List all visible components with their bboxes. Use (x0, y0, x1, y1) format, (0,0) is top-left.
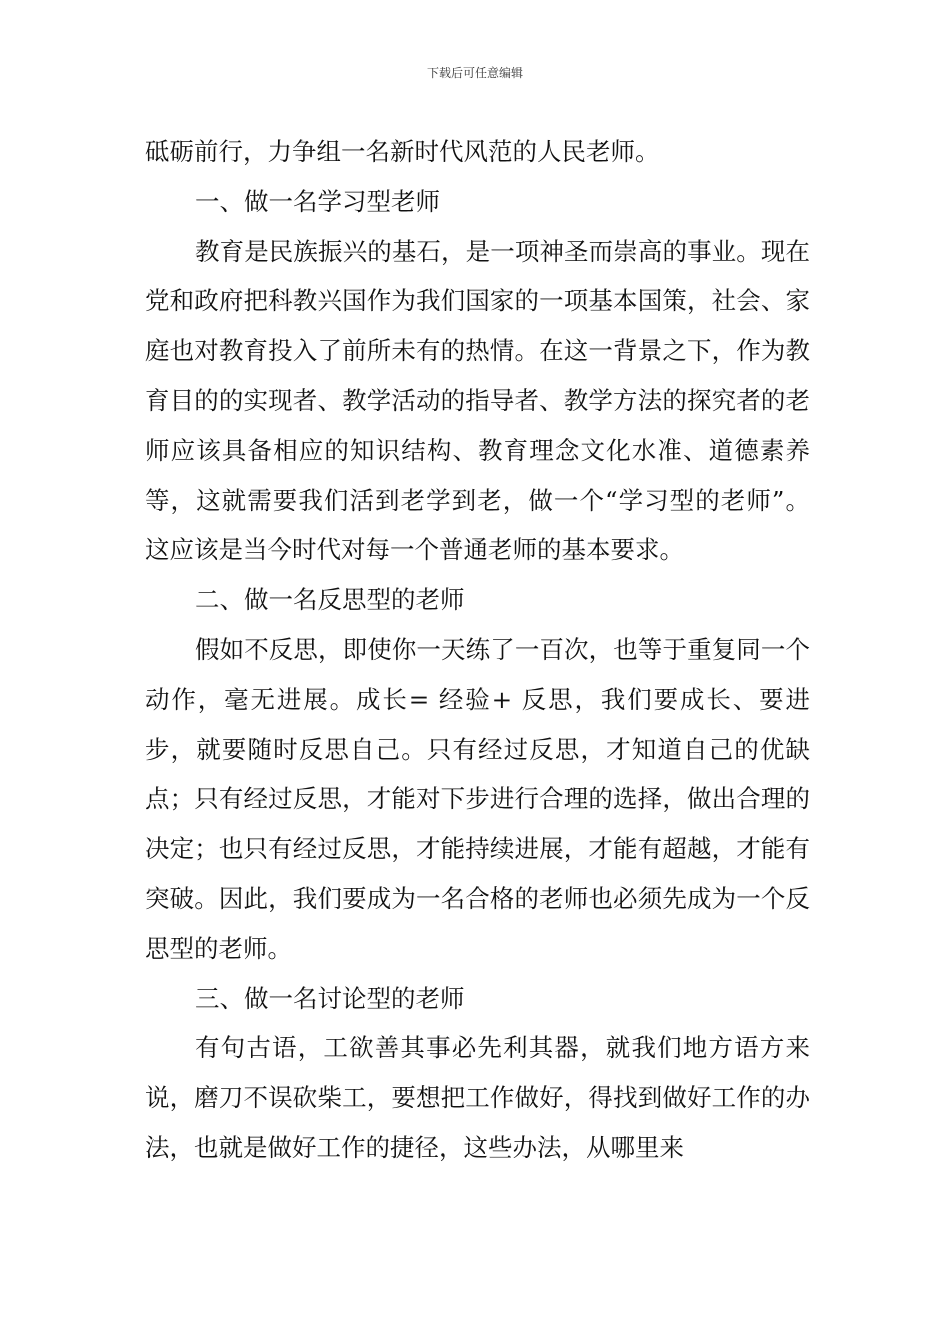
section-heading-learning: 一、做一名学习型老师 (195, 186, 440, 216)
paragraph-continuation: 砥砺前行，力争组一名新时代风范的人民老师。 (145, 137, 660, 166)
paragraph-research: 有句古语，工欲善其事必先利其器，就我们地方语方来说，磨刀不误砍柴工，要想把工作做好，得找到做好工作的办法，也就是做好工作的捷径，这些办法，从哪里来 (145, 1033, 810, 1162)
section-heading-research: 三、做一名讨论型的老师 (195, 983, 465, 1013)
document-body (145, 127, 818, 1173)
paragraph-learning: 教育是民族振兴的基石，是一项神圣而崇高的事业。现在党和政府把科教兴国作为我们国家的一项基本国策，社会、家庭也对教育投入了前所未有的热情。在这一背景之下，作为教育目的的实现者、教学活动的指导者、教学方法的探究者的老师应该具备相应的知识结构、教育理念文化水准、道德素养等，这就需要我们活到老学到老，做一个“学习型的老师”。 这应该是当今时代对每一个普通老师的基本要求。 (145, 236, 818, 565)
page-header-note: 下载后可任意编辑 (426, 66, 523, 80)
paragraph-reflective: 假如不反思，即使你一天练了一百次，也等于重复同一个动作，毫无进展。成长= 经验+ 反思，我们要成长、要进步，就要随时反思自己。只有经过反思，才知道自己的优缺点；只有经过反思，才能对下步进行合理的选择，做出合理的决定；也只有经过反思，才能持续进展，才能有超越，才能有突破。因此，我们要成为一名合格的老师也必须先成为一个反思型的老师。 (145, 634, 810, 963)
section-heading-reflective: 二、做一名反思型的老师 (195, 585, 465, 615)
